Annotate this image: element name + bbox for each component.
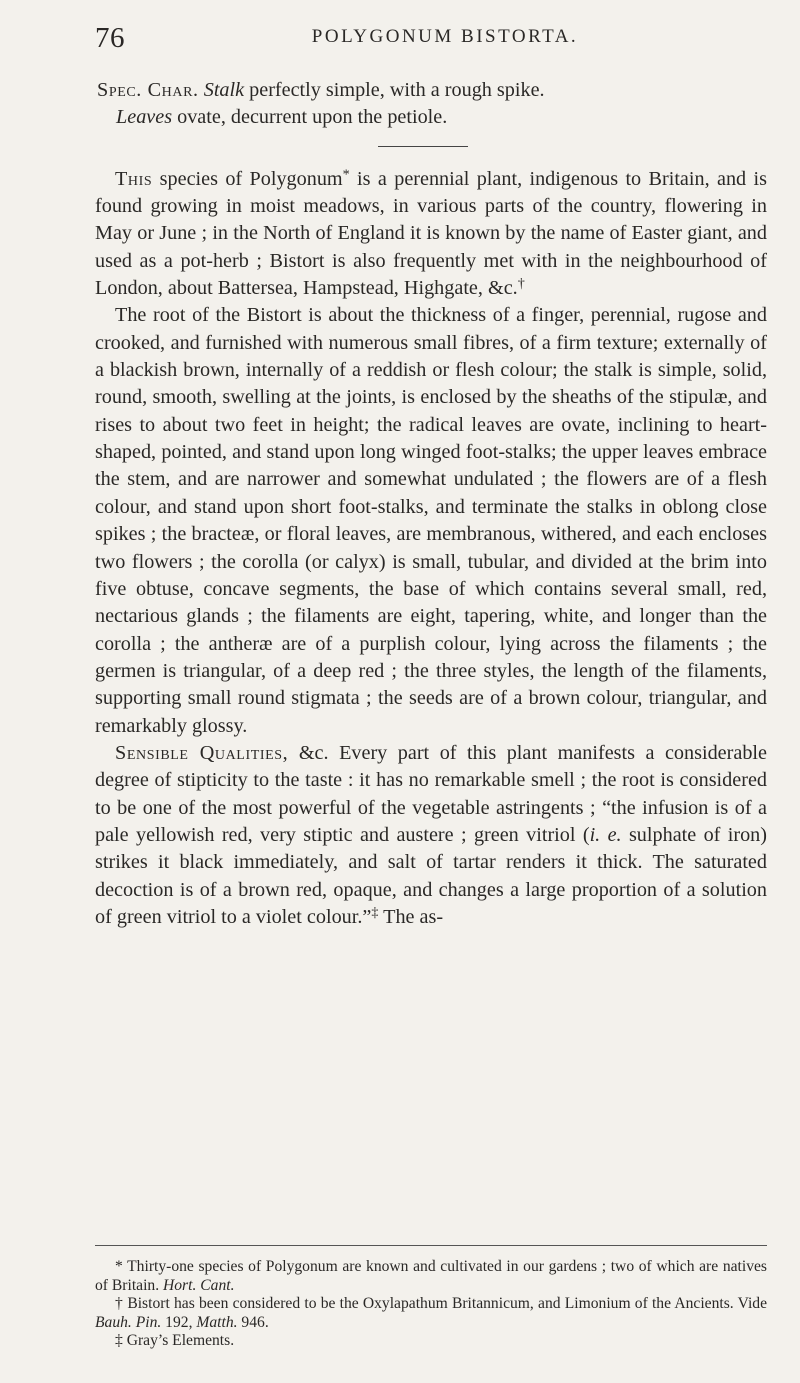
footnote-source: Matth. [196, 1313, 238, 1331]
footnote-ref-1: * [342, 166, 350, 183]
specific-character [95, 77, 767, 132]
body-text [95, 77, 767, 931]
paragraph-text: sulphate of iron) strikes it black immediately, and salt of tartar renders it thick. The saturated decoction is of a brown red, opaque, and changes a large proportion of a solution of green vitriol to a violet colour.” [95, 823, 767, 928]
stalk-term: Stalk [203, 79, 245, 101]
footnote-text: Gray’s Elements. [122, 1332, 235, 1349]
footnote-text: Thirty-one species of Polygonum are known and cultivated in our gardens ; two of which are natives of Britain. [95, 1258, 767, 1294]
footnote-text: 192, [161, 1313, 197, 1331]
footnote-3 [95, 1332, 767, 1351]
footnote-text: Bistort has been considered to be the Oxylapathum Britannicum, and Limonium of the Ancients. Vide [123, 1295, 767, 1312]
footnotes [95, 1258, 767, 1351]
footnote-ref-3: ‡ [371, 904, 379, 921]
footnote-ref-2: † [517, 275, 525, 292]
stalk-description: perfectly simple, with a rough spike. [244, 79, 545, 101]
footnote-mark: ‡ [115, 1332, 123, 1349]
section-divider [378, 146, 468, 147]
paragraph-sensible-qualities [95, 740, 767, 931]
footnote-1 [95, 1258, 767, 1295]
paragraph-description: The root of the Bistort is about the thickness of a finger, perennial, rugose and crooked, and furnished with numerous small fibres, of a firm texture; externally of a blackish brown, internally of a reddish or flesh colour; the stalk is simple, solid, round, smooth, swelling at the joints, is enclosed by the sheaths of the stipulæ, and rises to about two feet in height; the radical leaves are ovate, inclining to heart-shaped, pointed, and stand upon long winged foot-stalks; the upper leaves embrace the stem, and are narrower and somewhat undulated ; the flowers are of a flesh colour, and stand upon short foot-stalks, and terminate the stalks in oblong close spikes ; the bracteæ, or floral leaves, are membranous, withered, and each encloses two flowers ; the corolla (or calyx) is small, tubular, and divided at the brim into five obtuse, concave segments, the base of which contains several small, red, nectarious glands ; the filaments are eight, tapering, white, and longer than the corolla ; the antheræ are of a purplish colour, lying across the filaments ; the germen is triangular, of a deep red ; the three styles, the length of the filaments, supporting small round stigmata ; the seeds are of a brown colour, triangular, and remarkably glossy. [95, 304, 767, 737]
running-title: POLYGONUM BISTORTA. [311, 26, 579, 47]
paragraph-introduction [95, 166, 767, 303]
paragraph-text: is a perennial plant, indigenous to Britain, and is found growing in moist meadows, in various parts of the country, flowering in May or June ; in the North of England it is known by the name of Easter giant, and used as a pot-herb ; Bistort is also frequently met with in the neighbourhood of London, about Battersea, Hampstead, Highgate, &c. [95, 167, 767, 300]
spec-label: Spec. Char. [97, 79, 199, 101]
footnote-mark: * [115, 1258, 123, 1275]
footnote-source: Bauh. Pin. [95, 1313, 162, 1331]
leaves-term: Leaves [116, 106, 173, 129]
spec-line-stalk [97, 77, 767, 104]
footnote-source: Hort. Cant. [163, 1276, 235, 1294]
page-header [95, 22, 765, 56]
paragraph-lead: Sensible Qualities, [115, 741, 289, 764]
abbreviation: i. e. [589, 823, 622, 846]
footnote-mark: † [115, 1295, 124, 1312]
leaves-description: ovate, decurrent upon the petiole. [172, 106, 448, 129]
page-number: 76 [95, 22, 125, 54]
paragraph-text: species of Polygonum [152, 167, 343, 190]
spec-line-leaves [97, 104, 767, 131]
paragraph-text: &c. Every part of this plant manifests a considerable degree of stipticity to the taste : it has no remarkable smell ; the root is considered to be one of the most powerful of the vegetable astringents ; “the infusion is of a pale yellowish red, very stiptic and austere ; green vitriol ( [95, 741, 767, 846]
paragraph-lead: This [115, 167, 153, 190]
footnote-2 [95, 1295, 767, 1332]
paragraph-text: The as- [378, 905, 444, 928]
footnote-divider [95, 1245, 767, 1246]
footnote-text: 946. [237, 1313, 269, 1331]
